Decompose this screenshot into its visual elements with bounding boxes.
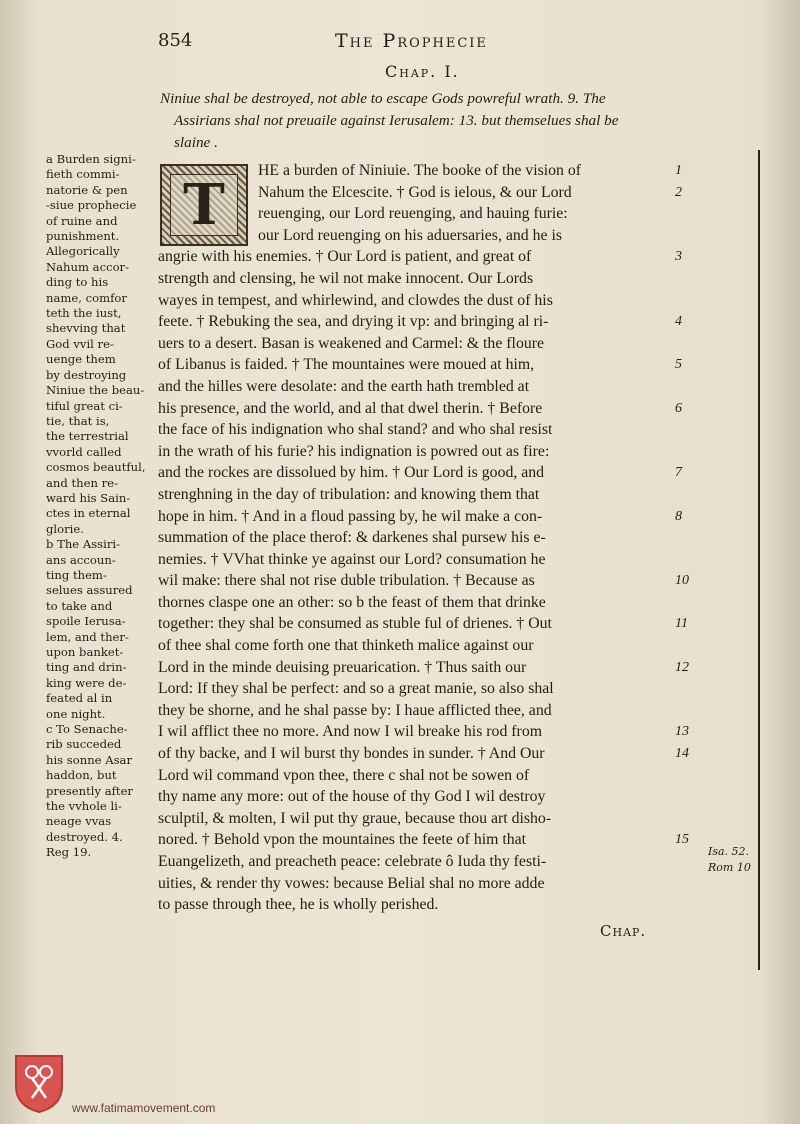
text-line: thy name any more: out of the house of thy God I wil destroy (158, 788, 546, 806)
text-line: thornes claspe one an other: so b the feast of them that drinke (158, 593, 546, 611)
text-line: strenghning in the day of tribulation: and knowing them that (158, 485, 540, 503)
margin-note-line: one night. (46, 706, 106, 721)
text-line: summation of the place therof: & darkenes shal pursew his e- (158, 529, 546, 547)
margin-note-line: a Burden signi- (46, 152, 136, 166)
verse-number (675, 894, 705, 916)
margin-note-line: selues assured (46, 583, 133, 598)
margin-note-line: uenge them (46, 352, 116, 367)
verse-number (675, 268, 705, 290)
margin-note-line: ctes in eternal (46, 506, 131, 521)
column-rule (758, 150, 760, 970)
text-line: our Lord reuenging on his aduersaries, and he is (258, 226, 563, 244)
text-line: to passe through thee, he is wholly perished. (158, 896, 439, 914)
text-line: in the wrath of his furie? his indignation is powred out as fire: (158, 442, 550, 460)
margin-note-line: fieth commi- (46, 167, 120, 182)
verse-number: 15 (675, 832, 689, 848)
margin-note-line: tie, that is, (46, 413, 110, 428)
margin-note-line: shevving that (46, 321, 126, 336)
margin-note-line: by destroying (46, 367, 127, 382)
text-line: of thee shal come forth one that thinketh malice against our (158, 637, 534, 655)
margin-note-line: ding to his (46, 275, 109, 290)
verse-number: 2 (675, 184, 682, 200)
text-line: sculptil, & molten, I wil put thy graue, because thou art disho- (158, 809, 552, 827)
margin-note-line: glorie. (46, 521, 84, 536)
verse-number (675, 419, 705, 441)
text-line: uers to a desert. Basan is weakened and Carmel: & the floure (158, 334, 545, 352)
cross-reference-line: Rom 10 (708, 861, 751, 874)
margin-note-line: punishment. (46, 229, 120, 244)
margin-note-line: vvorld called (46, 444, 122, 459)
margin-note-line: king were de- (46, 675, 127, 690)
verse-number (675, 786, 705, 808)
margin-note-line: upon banket- (46, 645, 124, 659)
text-line: nored. † Behold vpon the mountaines the feete of him that (158, 831, 527, 849)
verse-number: 4 (675, 314, 682, 330)
text-line: the face of his indignation who shal stand? and who shal resist (158, 421, 553, 439)
verse-number: 10 (675, 573, 689, 589)
text-line: they be shorne, and he shal passe by: I haue afflicted thee, and (158, 701, 552, 719)
verse-number (675, 441, 705, 463)
catchword: Chap. (600, 922, 647, 940)
main-text (158, 160, 678, 916)
verse-number (675, 549, 705, 571)
text-line: wayes in tempest, and whirlewind, and clowdes the dust of his (158, 291, 553, 309)
margin-note-line: spoile Ierusa- (46, 614, 126, 629)
text-line: of thy backe, and I wil burst thy bondes in sunder. † And Our (158, 745, 545, 763)
verse-number: 6 (675, 400, 682, 416)
verse-numbers (675, 160, 705, 916)
margin-note-line: destroyed. 4. (46, 829, 123, 844)
verse-number (675, 808, 705, 830)
verse-number (675, 873, 705, 895)
margin-note-line: and then re- (46, 475, 118, 490)
footer-url[interactable]: www.fatimamovement.com (72, 1101, 216, 1115)
margin-note-line: the terrestrial (46, 429, 129, 444)
text-line: angrie with his enemies. † Our Lord is patient, and great of (158, 248, 532, 266)
summary-line: slaine . (174, 134, 218, 151)
verse-number (675, 635, 705, 657)
margin-note-line: -siue prophecie (46, 198, 137, 213)
margin-note-line: feated al in (46, 691, 113, 706)
verse-number (675, 592, 705, 614)
text-line: together: they shal be consumed as stuble ful of drienes. † Out (158, 615, 552, 633)
crest-logo-icon (12, 1052, 66, 1114)
margin-note-line: to take and (46, 598, 113, 613)
margin-note-line: Nahum accor- (46, 259, 130, 274)
verse-number: 13 (675, 724, 689, 740)
margin-note-line: teth the iust, (46, 306, 122, 321)
verse-number (675, 333, 705, 355)
verse-number (675, 203, 705, 225)
margin-note-line: name, comfor (46, 290, 127, 305)
verse-number: 14 (675, 746, 689, 762)
verse-number: 3 (675, 249, 682, 265)
text-line: reuenging, our Lord reuenging, and hauing furie: (258, 205, 568, 223)
verse-number: 1 (675, 163, 682, 178)
cross-reference-line: Isa. 52. (708, 845, 750, 858)
text-line: HE a burden of Niniuie. The booke of the vision of (258, 162, 582, 179)
margin-note-line: God vvil re- (46, 336, 114, 351)
cross-reference (708, 844, 751, 876)
margin-note-line: natorie & pen (46, 182, 128, 197)
text-line: strength and clensing, he wil not make innocent. Our Lords (158, 269, 534, 287)
margin-note-line: b The Assiri- (46, 537, 121, 552)
initial-letter: T (170, 174, 238, 236)
verse-number: 7 (675, 465, 682, 481)
summary-line: Assirians shal not preuaile against Ierusalem: 13. but themselues shal be (174, 112, 619, 129)
margin-note-line: ting and drin- (46, 660, 127, 675)
margin-note-line: of ruine and (46, 213, 118, 228)
text-line: of Libanus is faided. † The mountaines were moued at him, (158, 356, 535, 374)
margin-note-line: ward his Sain- (46, 490, 131, 505)
margin-note-line: haddon, but (46, 768, 117, 783)
margin-note-line: cosmos beautful, (46, 460, 146, 475)
verse-number: 12 (675, 659, 689, 675)
margin-note-line: Allegorically (46, 244, 120, 259)
summary-line: Niniue shal be destroyed, not able to escape Gods powreful wrath. 9. The (160, 90, 606, 107)
verse-number: 5 (675, 357, 682, 373)
text-line: nemies. † VVhat thinke ye against our Lord? consumation he (158, 550, 546, 568)
text-line: Nahum the Elcescite. † God is ielous, & our Lord (258, 183, 572, 201)
text-line: wil make: there shal not rise duble tribulation. † Because as (158, 572, 535, 590)
chapter-summary (160, 88, 720, 154)
text-line: feete. † Rebuking the sea, and drying it vp: and bringing al ri- (158, 313, 549, 331)
margin-note-line: rib succeded (46, 737, 122, 752)
text-line: Lord: If they shal be perfect: and so a great manie, so also shal (158, 680, 554, 698)
margin-note-line: c To Senache- (46, 722, 128, 737)
verse-number (675, 225, 705, 247)
verse-number (675, 678, 705, 700)
page-number: 854 (158, 30, 193, 51)
margin-note-line: ting them- (46, 567, 107, 582)
verse-number (675, 851, 705, 873)
margin-note-line: Reg 19. (46, 845, 92, 860)
margin-note-line: neage vvas (46, 814, 112, 829)
margin-note-line: presently after (46, 783, 133, 798)
margin-note-line: his sonne Asar (46, 752, 132, 767)
margin-note-line: lem, and ther- (46, 629, 129, 644)
verse-number (675, 765, 705, 787)
verse-number (675, 484, 705, 506)
running-title: The Prophecie (335, 30, 488, 52)
verse-number (675, 527, 705, 549)
margin-note-line: Niniue the beau- (46, 383, 145, 398)
margin-note-line: the vvhole li- (46, 799, 122, 814)
verse-number: 11 (675, 616, 688, 632)
text-line: uities, & render thy vowes: because Belial shal no more adde (158, 874, 545, 892)
verse-number (675, 376, 705, 398)
text-line: and the rockes are dissolued by him. † Our Lord is good, and (158, 464, 545, 482)
text-line: I wil afflict thee no more. And now I wil breake his rod from (158, 723, 542, 741)
text-line: hope in him. † And in a floud passing by, he wil make a con- (158, 507, 543, 525)
verse-number: 8 (675, 508, 682, 524)
text-line: his presence, and the world, and al that dwel therin. † Before (158, 399, 543, 417)
chapter-heading: Chap. I. (385, 62, 460, 81)
text-line: Lord in the minde deuising preuarication. † Thus saith our (158, 658, 527, 676)
margin-note-line: ans accoun- (46, 552, 116, 567)
margin-notes (46, 152, 156, 861)
verse-number (675, 290, 705, 312)
text-line: and the hilles were desolate: and the earth hath trembled at (158, 377, 530, 395)
verse-number (675, 700, 705, 722)
text-line: Lord wil command vpon thee, there c shal not be sowen of (158, 766, 530, 784)
margin-note-line: tiful great ci- (46, 398, 123, 413)
text-line: Euangelizeth, and preacheth peace: celebrate ô Iuda thy festi- (158, 853, 547, 870)
